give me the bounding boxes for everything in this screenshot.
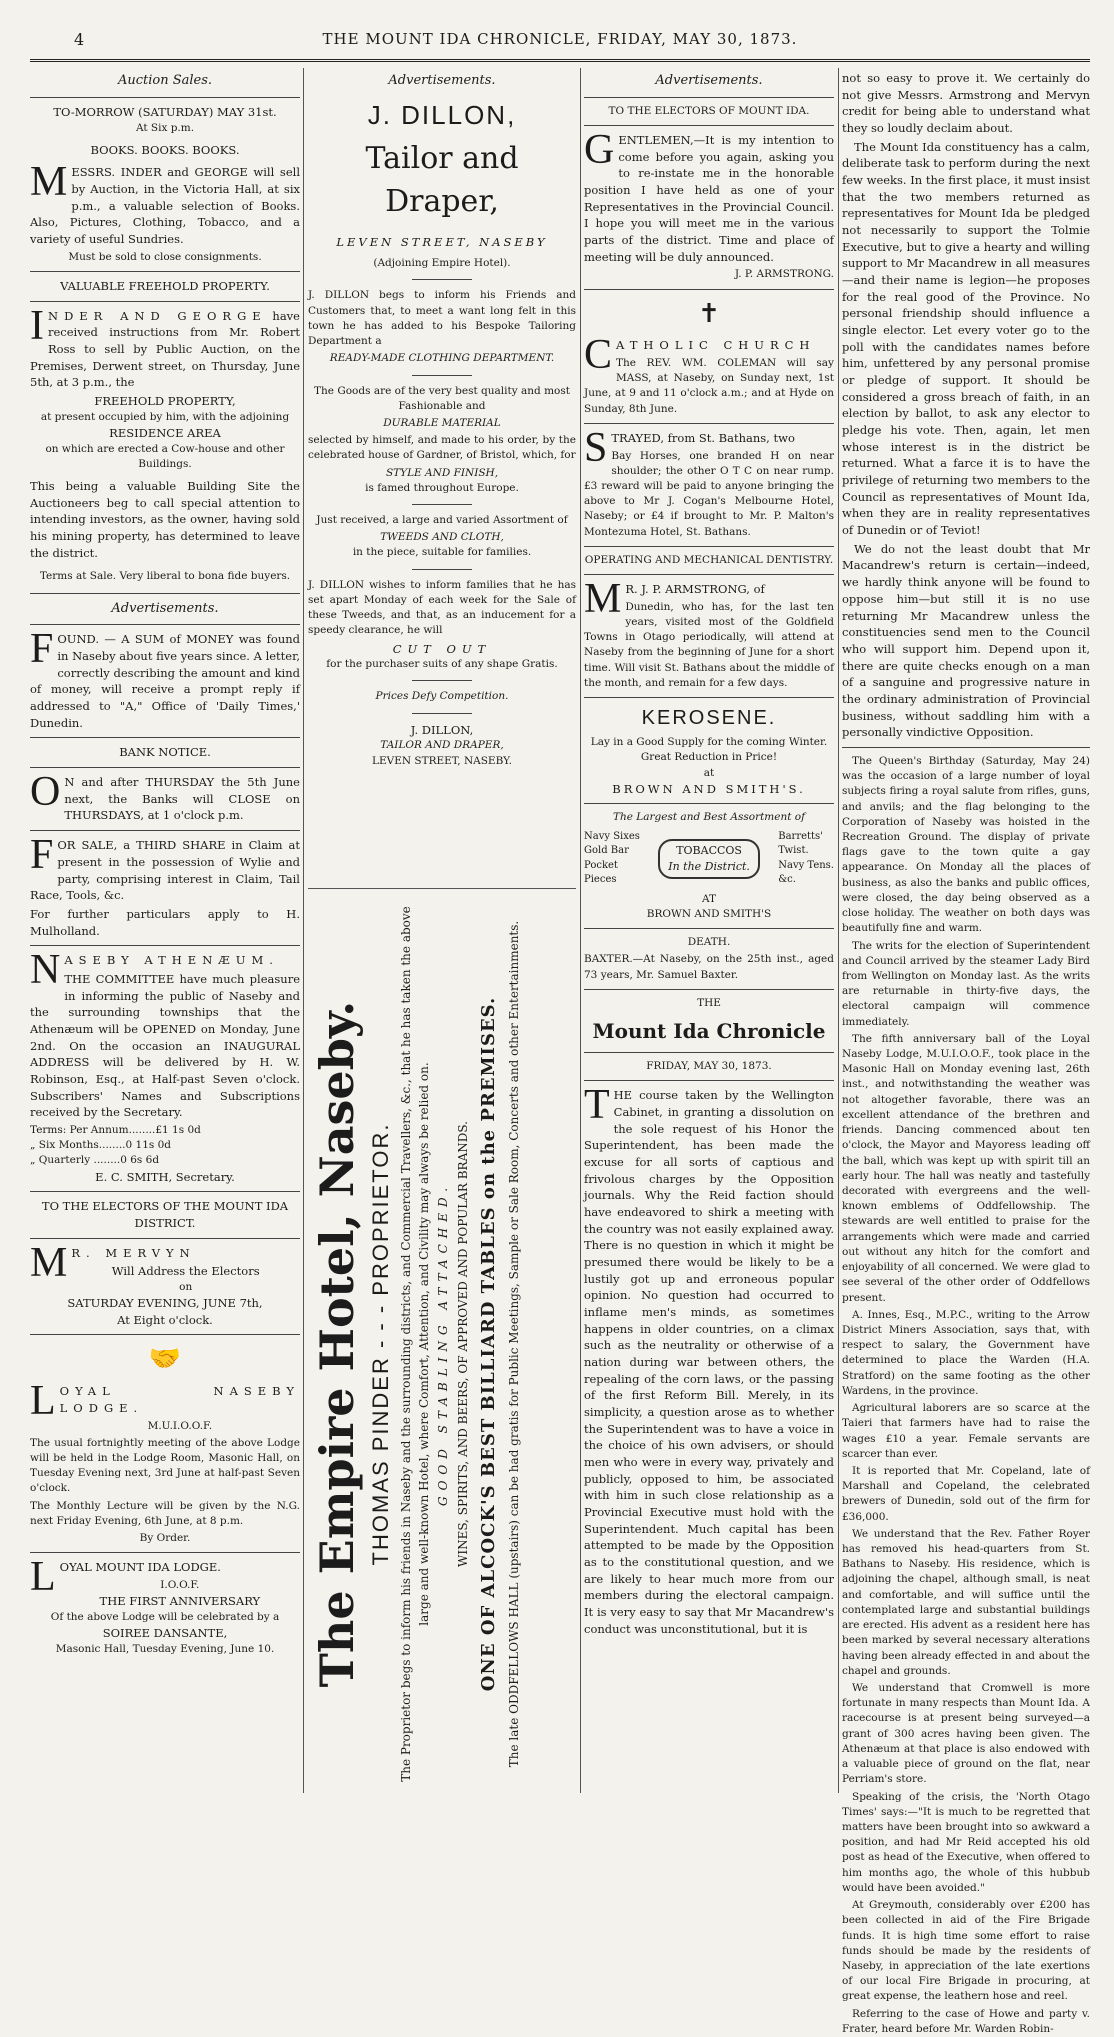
news-item: Agricultural laborers are so scarce at the Taieri that farmers have had to raise the wages £10 a year. Female servants are scarcer than ever. (842, 1402, 1090, 1460)
dillon-sign: J. DILLON, (410, 722, 474, 737)
residence-area: RESIDENCE AREA (109, 425, 221, 440)
news-item: A. Innes, Esq., M.P.C., writing to the Arrow District Miners Association, says that, with respect to salary, the Government have determined to place the Warden (H.A. Stratford) on the same footing as the other Wardens, in the province. (842, 1308, 1090, 1397)
dillon-trade: Tailor and Draper, (365, 140, 519, 220)
mervyn-date: SATURDAY EVENING, JUNE 7th, (67, 1296, 263, 1311)
news-item: The Queen's Birthday (Saturday, May 24) was the occasion of a large number of loyal subjects firing a royal salute from rifles, guns, and anvils; and the flag belonging to the Corporation of Naseby was hoisted in the Recreation Ground. The display of private flags gave to the town quite a gay appearance. On Monday all the places of business, as also the banks and public offices, were closed, the day being observed as a close holiday. The weather on both days was beautifully fine and warm. (842, 754, 1090, 935)
bank-notice: O N and after THURSDAY the 5th June next, the Banks will CLOSE on THURSDAYS, at 1 o'clock p.m. (30, 769, 300, 823)
bank-notice-heading: BANK NOTICE. (119, 745, 211, 760)
ready-made-dept: READY-MADE CLOTHING DEPARTMENT. (329, 352, 555, 365)
books-heading: BOOKS. BOOKS. BOOKS. (90, 142, 240, 157)
death-notice: BAXTER.—At Naseby, on the 25th inst., aged 73 years, Mr. Samuel Baxter. (584, 953, 834, 981)
for-sale-advert: FOR SALE, a THIRD SHARE in Claim at present in the possession of Wylie and party, comprising interest in Claim, Tail Race, Tools, &c. (30, 832, 300, 903)
armstrong-address: GENTLEMEN,—It is my intention to come before you again, asking you to re-instate me in the honorable position I have held as one of your Representatives in the Provincial Council. I hope you will meet me in the various parts of the district. Time and place of meeting will be duly announced. (584, 127, 834, 264)
hotel-title: The Empire Hotel, Naseby. (310, 1000, 364, 1688)
column-2: Advertisements. J. DILLON, Tailor and Draper, LEVEN STREET, NASEBY (Adjoining Empire Hotel). J. DILLON begs to inform his Friends and Customers that, to meet a want long felt in this town he has added to his Bespoke Tailoring Department a READY-MADE CLOTHING DEPARTMENT. The Goods are of the very best quality and most Fashionable and DURABLE MATERIAL selected by himself, and made to his order, by the celebrated house of Gardner, of Bristol, which, for STYLE AND FINISH, is famed throughout Europe. Just received, a large and varied Assortment of TWEEDS AND CLOTH, in the piece, suitable for families. J. DILLON wishes to inform families that he has set apart Monday of each week for the Sale of these Tweeds, and that, as an inducement for a speedy clearance, he will CUT OUT for the purchaser suits of any shape Gratis. Prices Defy Competition. J. DILLON, TAILOR AND DRAPER, LEVEN STREET, NASEBY. The Empire Hotel, Naseby. THOMAS PINDER - - - PROPRIETOR. The Proprietor begs to inform his friends in Naseby and the surrounding districts, and Commercial Travellers, &c., that he has taken the above large and well-known Hotel, where Comfort, Attention, and Civility may always be relied on. GOOD STABLING ATTACHED. WINES, SPIRITS, AND BEERS, OF APPROVED AND POPULAR BRANDS. ONE OF ALCOCK'S BEST BILLIARD TABLES on the PREMISES. The late ODDFELLOWS HALL (upstairs) can be had gratis for Public Meetings, Sample or Sale Room, Concerts and other Entertainments. (308, 68, 576, 1793)
terms-six-months: „ Six Months........0 11s 0d (30, 1139, 172, 1152)
electors-mount-ida: TO THE ELECTORS OF MOUNT IDA. (608, 104, 810, 117)
tobacco-advert: Navy Sixes Gold Bar Pocket Pieces TOBACCOS In the District. Barretts' Twist. Navy Tens. &c. (584, 830, 834, 886)
tobaccos-label: TOBACCOS In the District. (658, 839, 760, 879)
hotel-hall: The late ODDFELLOWS HALL (upstairs) can be had gratis for Public Meetings, Sample or Sale Room, Concerts and other Entertainments. (507, 920, 522, 1768)
found-advert: FOUND. — A SUM of MONEY was found in Naseby about five years since. A letter, correctly describing the amount and kind of money, will receive a prompt reply if addressed to "A," Office of 'Daily Times,' Dunedin. (30, 626, 300, 730)
news-item: At Greymouth, considerably over £200 has been collected in aid of the Fire Brigade funds. It is high time some effort to raise funds should be made by the residents of Naseby, in appreciation of the late exertions of our local Fire Brigade in procuring, at great expense, the leathern hose and reel. (842, 1899, 1090, 2003)
armstrong-sign: J. P. ARMSTRONG. (734, 268, 834, 281)
dentistry-advert: M R. J. P. ARMSTRONG, of (584, 576, 765, 623)
news-item: It is reported that Mr. Copeland, late of Marshall and Copeland, the celebrated brewers of Dunedin, sold out of the firm for £36,000. (842, 1464, 1090, 1523)
terms-per-annum: Terms: Per Annum........£1 1s 0d (30, 1123, 201, 1136)
athenaeum-advert: NASEBY ATHENÆUM. (30, 947, 279, 994)
newspaper-page (30, 18, 1090, 2035)
mervyn-advert: M R. MERVYN (30, 1239, 196, 1286)
masthead-title: THE MOUNT IDA CHRONICLE, FRIDAY, MAY 30, 1873. (322, 30, 798, 48)
secretary-sign: E. C. SMITH, Secretary. (95, 1169, 235, 1184)
news-item: We understand that Cromwell is more fortunate in many respects than Mount Ida. A racecourse is at present being surveyed—a grant of 300 acres having been given. The Athenæum at that place is also endowed with a valuable piece of ground on the flat, near Perriam's store. (842, 1682, 1090, 1786)
editorial-para-2: The Mount Ida constituency has a calm, deliberate task to perform during the next few weeks. In the first place, it must insist that the two members returned as representatives for Mount Ida be pledged not necessarily to support the Tolmie Executive, but to give a hearty and willing support to Mr Macandrew in all measures—and their name is legion—he proposes for the real good of the Province. No personal friendship should influence a single elector. Let every voter go to the poll with the candidates names before him, unfettered by any personal promise or pledge of support. It should be considered a gross breach of faith, in an election by ballot, to ask any elector to pledge his vote. Then, again, let men whose interest is in the district be returned. What a farce it is to have the privilege of returning two members to the Council as representatives of Mount Ida, when they are in reality representatives of Dunedin or of Teviot! (842, 139, 1090, 538)
advertisements-heading: Advertisements. (111, 600, 219, 616)
dillon-name: J. DILLON, (367, 99, 517, 130)
page-number: 4 (74, 30, 85, 49)
news-item: Speaking of the crisis, the 'North Otago Times' says:—"It is much to be regretted that matters have been brought into so awkward a position, and had Mr Reid accepted his old post as head of the Executive, when offered to him months ago, the whole of this hubbub would have been avoided." (842, 1790, 1090, 1894)
inder-advert: MESSRS. INDER and GEORGE will sell by Auction, in the Victoria Hall, at six p.m., a valuable selection of Books. Also, Pictures, Clothing, Tobacco, and a variety of useful Sundries. (30, 159, 300, 247)
auction-date: TO-MORROW (SATURDAY) MAY 31st. (53, 104, 277, 119)
editorial-continued: not so easy to prove it. We certainly do not give Messrs. Armstrong and Mervyn credit for being able to understand what they so loudly declaim about. (842, 71, 1090, 136)
prices-defy: Prices Defy Competition. (375, 690, 509, 703)
terms-quarterly: „ Quarterly ........0 6s 6d (30, 1154, 160, 1167)
terms-at-sale: Terms at Sale. Very liberal to bona fide buyers. (39, 570, 291, 583)
news-item: Referring to the case of Howe and party v. Frater, heard before Mr. Warden Robin- (842, 2007, 1090, 2035)
news-item: We understand that the Rev. Father Royer has removed his head-quarters from St. Bathans to Naseby. His residence, which is adjoining the chapel, although small, is neat and comfortable, and will suffice until the contemplated large and substantial buildings are erected. His advent as a resident here has been marked by several necessary alterations having been already effected in and about the chapel and grounds. (842, 1527, 1090, 1677)
hotel-proprietor: THOMAS PINDER - - - PROPRIETOR. (367, 1122, 393, 1566)
inder-note: Must be sold to close consignments. (68, 250, 262, 263)
loyal-naseby-lodge: LOYAL NASEBY LODGE. (30, 1378, 300, 1425)
cut-out: CUT OUT (392, 641, 492, 656)
dentistry-heading: OPERATING AND MECHANICAL DENTISTRY. (584, 553, 834, 566)
cross-icon: ✝ (698, 298, 720, 329)
kerosene-title: KEROSENE. (641, 707, 777, 730)
hotel-wines: WINES, SPIRITS, AND BEERS, OF APPROVED AND POPULAR BRANDS. (455, 1121, 470, 1567)
advertisements-heading: Advertisements. (388, 73, 496, 88)
news-item: The writs for the election of Superintendent and Council arrived by the steamer Lady Bird from Wellington on Monday last. As the writs are returnable in thirty-five days, the electoral campaign will commence immediately. (842, 939, 1090, 1028)
death-heading: DEATH. (687, 936, 731, 949)
catholic-church: CATHOLIC CHURCH (584, 332, 816, 379)
dillon-street: LEVEN STREET, NASEBY (336, 234, 548, 249)
empire-hotel-advert (308, 888, 576, 1793)
tweeds-cloth: TWEEDS AND CLOTH, (380, 531, 504, 544)
masthead (30, 18, 1090, 62)
column-3: Advertisements. TO THE ELECTORS OF MOUNT IDA. GENTLEMEN,—It is my intention to come before you again, asking you to re-instate me in the honorable position I have held as one of your Representatives in the Provincial Council. I hope you will meet me in the various parts of the district. Time and place of meeting will be duly announced. J. P. ARMSTRONG. ✝ CATHOLIC CHURCH The REV. WM. COLEMAN will say MASS, at Naseby, on Sunday next, 1st June, at 9 and 11 o'clock a.m.; and at Hyde on Sunday, 8th June. STRAYED, from St. Bathans, two Bay Horses, one branded H on near shoulder; the other O T C on near rump. £3 reward will be paid to anyone bringing the above to Mr J. Cogan's Melbourne Hotel, Naseby; or £4 if brought to Mr. P. Malton's Montezuma Hotel, St. Bathans. OPERATING AND MECHANICAL DENTISTRY. M R. J. P. ARMSTRONG, of Dunedin, who has, for the last ten years, visited most of the Goldfield Towns in Otago periodically, will attend at Naseby from the beginning of June for a short time. Will visit St. Bathans about the middle of the month, and remain for a few days. KEROSENE. Lay in a Good Supply for the coming Winter. Great Reduction in Price! at BROWN AND SMITH'S. The Largest and Best Assortment of Navy Sixes Gold Bar Pocket Pieces TOBACCOS In the District. Barretts' Twist. Navy Tens. &c. AT BROWN AND SMITH'S DEATH. BAXTER.—At Naseby, on the 25th inst., aged 73 years, Mr. Samuel Baxter. THE Mount Ida Chronicle FRIDAY, MAY 30, 1873. THE course taken by the Wellington Cabinet, in granting a dissolution on the sole request of his Honor the Superintendent, has been made the excuse for all sorts of captious and frivolous charges by the Opposition journals. Why the Reid faction should have endeavored to shirk a meeting with the country was not easily explained away. There is no question in which it might be presumed there would be likely to be a lustily got up and erroneous popular opinion. No question had occurred to inflame men's minds, as sometimes happens in older countries, on a climax such as the neutrality or otherwise of a nation during war between others, the repealing of the corn laws, or the passing of the first Reform Bill. Merely, in its simplicity, a question arose as to whether the Superintendent was to have a voice in the choice of his own advisers, or should men who were in every way, privately and publicly, opposed to him, be associated with him in such close relationship as a Provincial Executive must hold with the Superintendent. Much capital has been attempted to be made by the Opposition as to the constitutional question, and we are likely to hear much more from our members during the electoral campaign. It is very easy to say that Mr Macandrew's conduct was unconstitutional, but it is (584, 73, 834, 1636)
column-1: Auction Sales. TO-MORROW (SATURDAY) MAY 31st. At Six p.m. BOOKS. BOOKS. BOOKS. MESSRS. INDER and GEORGE will sell by Auction, in the Victoria Hall, at six p.m., a valuable selection of Books. Also, Pictures, Clothing, Tobacco, and a variety of useful Sundries. Must be sold to close consignments. VALUABLE FREEHOLD PROPERTY. INDER AND GEORGE have received instructions from Mr. Robert Ross to sell by Public Auction, on the Premises, Derwent street, on Thursday, June 5th, at 3 p.m., the FREEHOLD PROPERTY, at present occupied by him, with the adjoining RESIDENCE AREA on which are erected a Cow-house and other Buildings. This being a valuable Building Site the Auctioneers beg to call special attention to intending investors, as the owner, having sold his mining property, has determined to leave the district. Terms at Sale. Very liberal to bona fide buyers. Advertisements. FOUND. — A SUM of MONEY was found in Naseby about five years since. A letter, correctly describing the amount and kind of money, will receive a prompt reply if addressed to "A," Office of 'Daily Times,' Dunedin. BANK NOTICE. O N and after THURSDAY the 5th June next, the Banks will CLOSE on THURSDAYS, at 1 o'clock p.m. FOR SALE, a THIRD SHARE in Claim at present in the possession of Wylie and party, comprising interest in Claim, Tail Race, Tools, &c. For further particulars apply to H. Mulholland. NASEBY ATHENÆUM. THE COMMITTEE have much pleasure in informing the public of Naseby and the surrounding townships that the Athenæum will be OPENED on Monday, June 2nd. On the occasion an INAUGURAL ADDRESS will be delivered by H. W. Robinson, Esq., at Half-past Seven o'clock. Subscribers' Names and Subscriptions received by the Secretary. Terms: Per Annum........£1 1s 0d „ Six Months........0 11s 0d „ Quarterly ........0 6s 6d E. C. SMITH, Secretary. TO THE ELECTORS OF THE MOUNT IDA DISTRICT. M R. MERVYN Will Address the Electors on SATURDAY EVENING, JUNE 7th, At Eight o'clock. 🤝 LOYAL NASEBY LODGE. M.U.I.O.O.F. The usual fortnightly meeting of the above Lodge will be held in the Lodge Room, Masonic Hall, on Tuesday Evening next, 3rd June at half-past Seven o'clock. The Monthly Lecture will be given by the N.G. next Friday Evening, 6th June, at 8 p.m. By Order. LOYAL MOUNT IDA LODGE. I.O.O.F. THE FIRST ANNIVERSARY Of the above Lodge will be celebrated by a SOIREE DANSANTE, Masonic Hall, Tuesday Evening, June 10. (30, 73, 300, 1655)
freehold-heading: VALUABLE FREEHOLD PROPERTY. (60, 278, 270, 293)
inder-george-advert: INDER AND GEORGE have received instructions from Mr. Robert Ross to sell by Public Auction, on the Premises, Derwent street, on Thursday, June 5th, at 3 p.m., the (30, 302, 300, 390)
advertisements-heading: Advertisements. (655, 73, 763, 88)
editorial-date: FRIDAY, MAY 30, 1873. (646, 1059, 772, 1072)
handshake-icon: 🤝 (148, 1344, 182, 1375)
strayed-advert: STRAYED, from St. Bathans, two (584, 424, 795, 471)
hotel-text: The Proprietor begs to inform his friends in Naseby and the surrounding districts, and Commercial Travellers, &c., that he has taken the above large and well-known Hotel, where Comfort, Attention, and Civility may always be relied on. (399, 906, 431, 1782)
building-site-note: This being a valuable Building Site the Auctioneers beg to call special attention to intending investors, as the owner, having sold his mining property, has determined to leave the district. (30, 479, 300, 560)
editorial-para-3: We do not the least doubt that Mr Macandrew's return is certain—indeed, we hardly think anyone will be found to oppose him—but still it is no use returning Mr Macandrew unless the constituencies send men to the Council who will support him. Depend upon it, there are quite checks enough on a man of a sanguine and progressive nature in the ordinary administration of Provincial business, without saddling him with a personally vindictive Opposition. (842, 541, 1090, 740)
loyal-mount-ida-lodge: LOYAL MOUNT IDA LODGE. (30, 1554, 221, 1601)
editorial-lead: THE course taken by the Wellington Cabinet, in granting a dissolution on the sole request of his Honor the Superintendent, has been made the excuse for all sorts of captious and frivolous charges by the Opposition journals. Why the Reid faction should have endeavored to shirk a meeting with the country was not easily explained away. There is no question in which it might be presumed there would be likely to be a lustily got up and erroneous popular opinion. No question had occurred to inflame men's minds, as sometimes happens in older countries, on a climax such as the neutrality or otherwise of a nation during war between others, the repealing of the corn laws, or the passing of the first Reform Bill. Merely, in its simplicity, a question arose as to whether the Superintendent was to have a voice in the choice of his own advisers, or should men who were in every way, privately and publicly, opposed to him, be associated with him in such close relationship as a Provincial Executive must hold with the Superintendent. Much capital has been attempted to be made by the Opposition as to the constitutional question, and we are likely to hear much more from our members during the electoral campaign. It is very easy to say that Mr Macandrew's conduct was unconstitutional, but it is (584, 1082, 834, 1636)
column-4 (842, 68, 1090, 2035)
paper-nameplate: Mount Ida Chronicle (592, 1018, 826, 1043)
auction-sales-heading: Auction Sales. (117, 73, 213, 88)
hotel-stabling: GOOD STABLING ATTACHED. (436, 1181, 451, 1507)
freehold-property: FREEHOLD PROPERTY, (94, 394, 236, 409)
electors-heading: TO THE ELECTORS OF THE MOUNT IDA DISTRICT. (41, 1199, 289, 1230)
news-item: The fifth anniversary ball of the Loyal Naseby Lodge, M.U.I.O.O.F., took place in the Masonic Hall on Monday evening last, 26th inst., and notwithstanding the weather was not altogether favorable, there was an excellent attendance of the brethren and friends. Dancing commenced about ten o'clock, the Mayor and Mayoress leading off the ball, which was kept up with spirit till an early hour. The hall was neatly and tastefully decorated with evergreens and the well-known emblems of Oddfellowship. The stewards are well entitled to praise for the arrangements which were made and carried out without any hitch for the comfort and enjoyability of all concerned. We were glad to see several of the other order of Oddfellows present. (842, 1032, 1090, 1304)
auction-time: At Six p.m. (135, 121, 195, 134)
hotel-billiard: ONE OF ALCOCK'S BEST BILLIARD TABLES on the PREMISES. (478, 996, 500, 1692)
